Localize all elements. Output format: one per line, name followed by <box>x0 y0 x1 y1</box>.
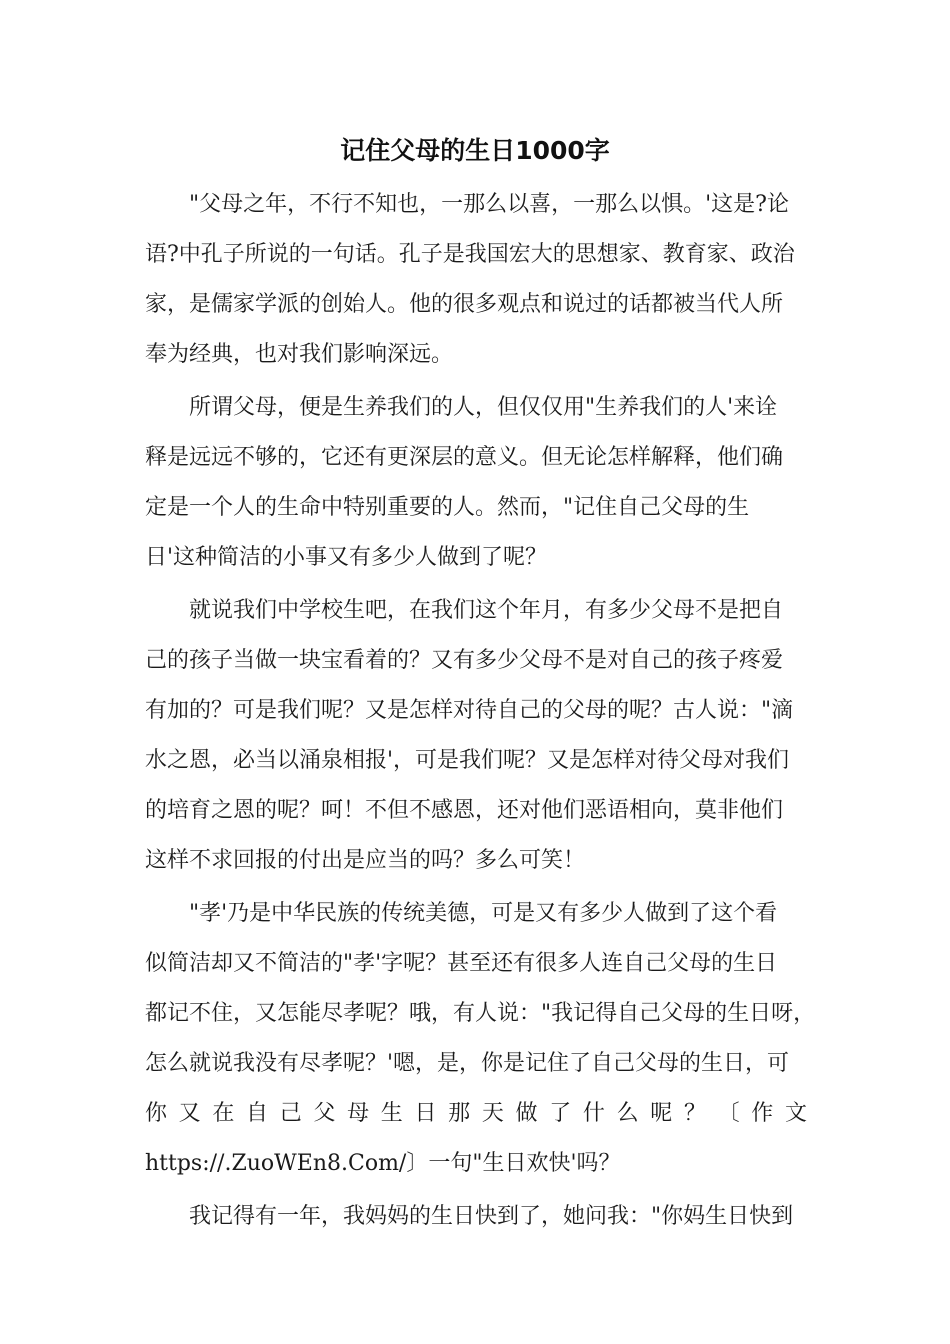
text-line: 怎么就说我没有尽孝呢？'嗯，是，你是记住了自己父母的生日，可 <box>145 1051 790 1076</box>
text-line: 语?中孔子所说的一句话。孔子是我国宏大的思想家、教育家、政治 <box>145 242 795 267</box>
text-line: 家，是儒家学派的创始人。他的很多观点和说过的话都被当代人所 <box>145 292 784 317</box>
text-line: 你 又 在 自 己 父 母 生 日 那 天 做 了 什 么 呢 ？ 〔 作 文 <box>145 1101 807 1126</box>
text-line: 就说我们中学校生吧，在我们这个年月，有多少父母不是把自 <box>189 598 784 623</box>
document-body <box>145 180 816 1242</box>
text-line: 都记不住，又怎能尽孝呢？哦，有人说："我记得自己父母的生日呀， <box>145 1001 816 1026</box>
text-line: 己的孩子当做一块宝看着的？又有多少父母不是对自己的孩子疼爱 <box>145 648 784 673</box>
text-line: "父母之年，不行不知也，一那么以喜，一那么以惧。'这是?论 <box>189 192 789 217</box>
document-title: 记住父母的生日1000字 <box>340 136 610 165</box>
text-line: 水之恩，必当以涌泉相报'，可是我们呢？又是怎样对待父母对我们 <box>145 748 790 773</box>
text-line: 释是远远不够的，它还有更深层的意义。但无论怎样解释，他们确 <box>145 445 784 470</box>
text-line: 定是一个人的生命中特别重要的人。然而，"记住自己父母的生 <box>145 495 750 520</box>
text-line: 的培育之恩的呢？呵！不但不感恩，还对他们恶语相向，莫非他们 <box>145 798 784 823</box>
text-line: 有加的？可是我们呢？又是怎样对待自己的父母的呢？古人说："滴 <box>145 698 794 723</box>
text-line: 似简洁却又不简洁的"孝'字呢？甚至还有很多人连自己父母的生日 <box>145 951 778 976</box>
text-line: https://.ZuoWEn8.Com/〕一句"生日欢快'吗？ <box>145 1151 621 1176</box>
text-line: 奉为经典，也对我们影响深远。 <box>145 342 454 367</box>
text-line: 我记得有一年，我妈妈的生日快到了，她问我："你妈生日快到 <box>189 1204 794 1229</box>
text-line: 这样不求回报的付出是应当的吗？多么可笑！ <box>145 848 586 873</box>
text-line: "孝'乃是中华民族的传统美德，可是又有多少人做到了这个看 <box>189 901 778 926</box>
text-line: 日'这种简洁的小事又有多少人做到了呢？ <box>145 545 548 570</box>
text-line: 所谓父母，便是生养我们的人，但仅仅用"生养我们的人'来诠 <box>189 395 778 420</box>
